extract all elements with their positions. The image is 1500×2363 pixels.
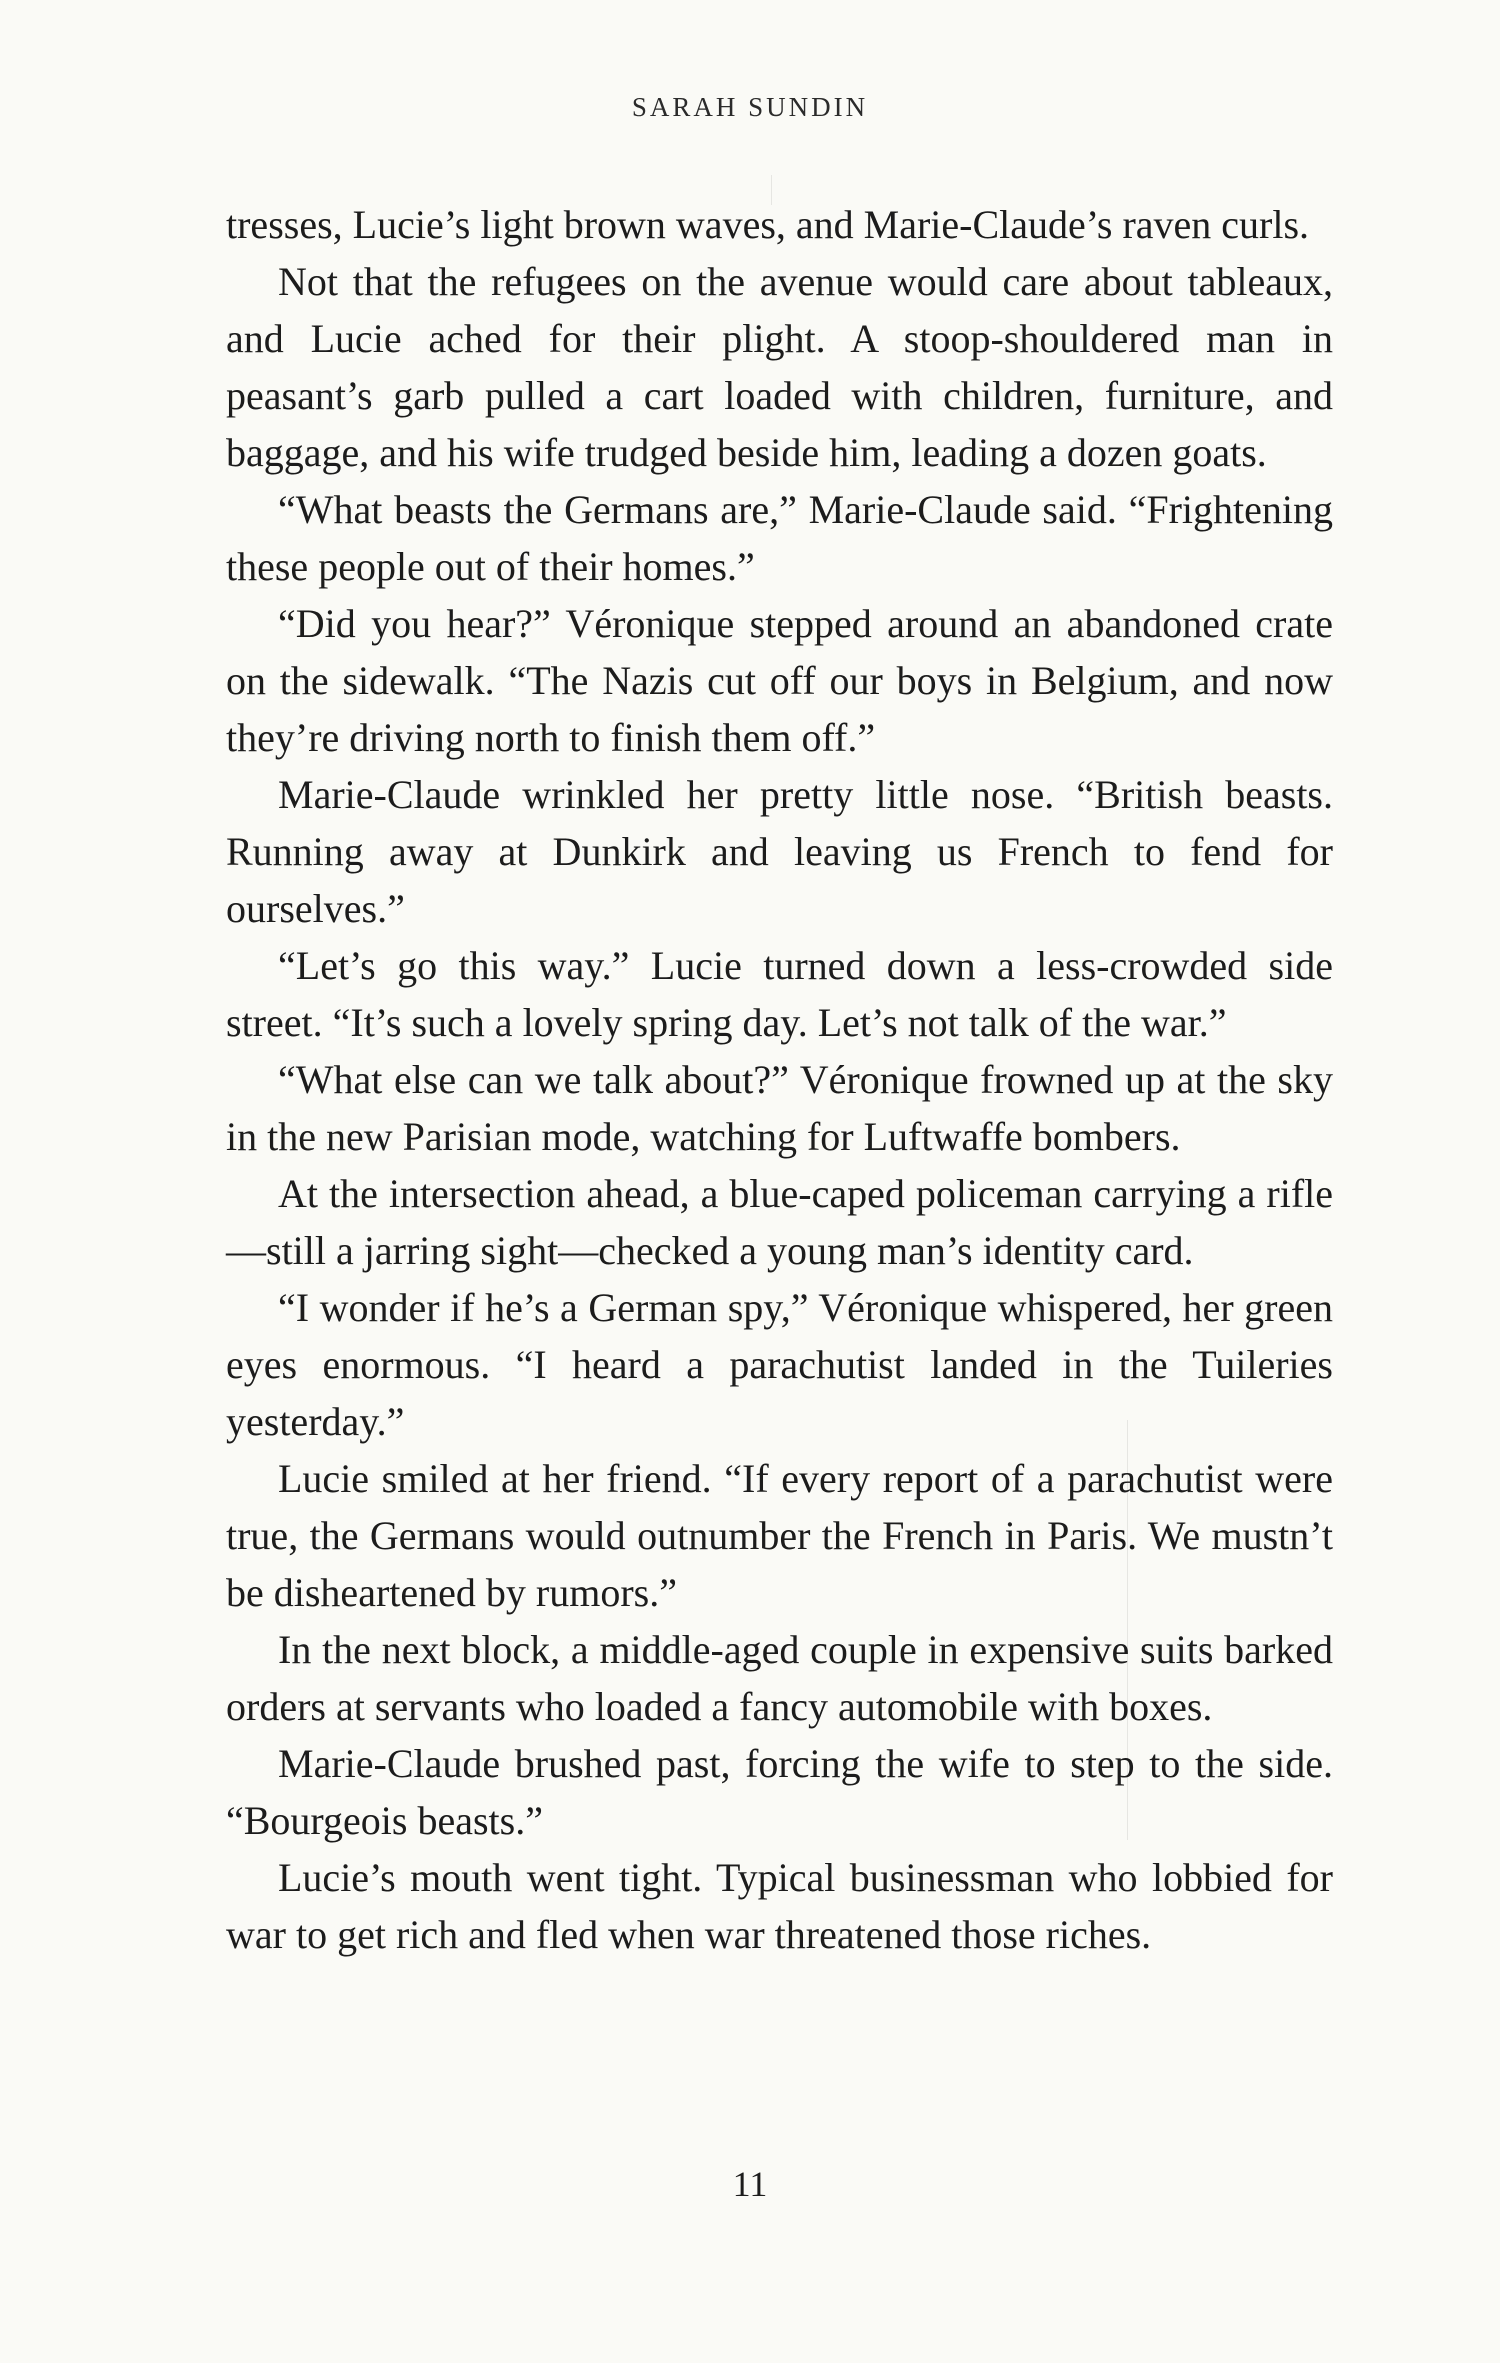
paragraph: “Let’s go this way.” Lucie turned down a less-crowded side street. “It’s such a lovely spring day. Let’s not talk of the war.” — [226, 943, 1333, 1045]
paragraph: “I wonder if he’s a German spy,” Véronique whispered, her green eyes enormous. “I heard a parachutist landed in the Tuileries yesterday.” — [226, 1285, 1333, 1444]
page-number: 11 — [732, 2164, 768, 2204]
paragraph: tresses, Lucie’s light brown waves, and Marie-Claude’s raven curls. — [226, 202, 1310, 247]
paragraph: Marie-Claude brushed past, forcing the wife to step to the side. “Bourgeois beasts.” — [226, 1741, 1333, 1843]
paragraph: “What else can we talk about?” Véronique frowned up at the sky in the new Parisian mode, watching for Luftwaffe bombers. — [226, 1057, 1333, 1159]
paragraph: “What beasts the Germans are,” Marie-Claude said. “Frightening these people out of their homes.” — [226, 487, 1333, 589]
body-text — [226, 196, 1333, 1963]
paragraph: “Did you hear?” Véronique stepped around an abandoned crate on the sidewalk. “The Nazis cut off our boys in Belgium, and now they’re driving north to finish them off.” — [226, 601, 1333, 760]
running-head: SARAH SUNDIN — [631, 92, 869, 122]
paragraph: Lucie smiled at her friend. “If every report of a parachutist were true, the Germans would outnumber the French in Paris. We mustn’t be disheartened by rumors.” — [226, 1456, 1333, 1615]
paragraph: Not that the refugees on the avenue would care about tableaux, and Lucie ached for their plight. A stoop-shouldered man in peasant’s garb pulled a cart loaded with children, furniture, and baggage, and his wife trudged beside him, leading a dozen goats. — [226, 259, 1333, 475]
paragraph: At the intersection ahead, a blue-caped policeman carrying a rifle—still a jarring sight—checked a young man’s identity card. — [226, 1171, 1333, 1273]
paragraph: In the next block, a middle-aged couple in expensive suits barked orders at servants who loaded a fancy automobile with boxes. — [226, 1627, 1333, 1729]
paragraph: Lucie’s mouth went tight. Typical businessman who lobbied for war to get rich and fled when war threatened those riches. — [226, 1855, 1333, 1957]
paragraph: Marie-Claude wrinkled her pretty little nose. “British beasts. Running away at Dunkirk and leaving us French to fend for ourselves.” — [226, 772, 1333, 931]
